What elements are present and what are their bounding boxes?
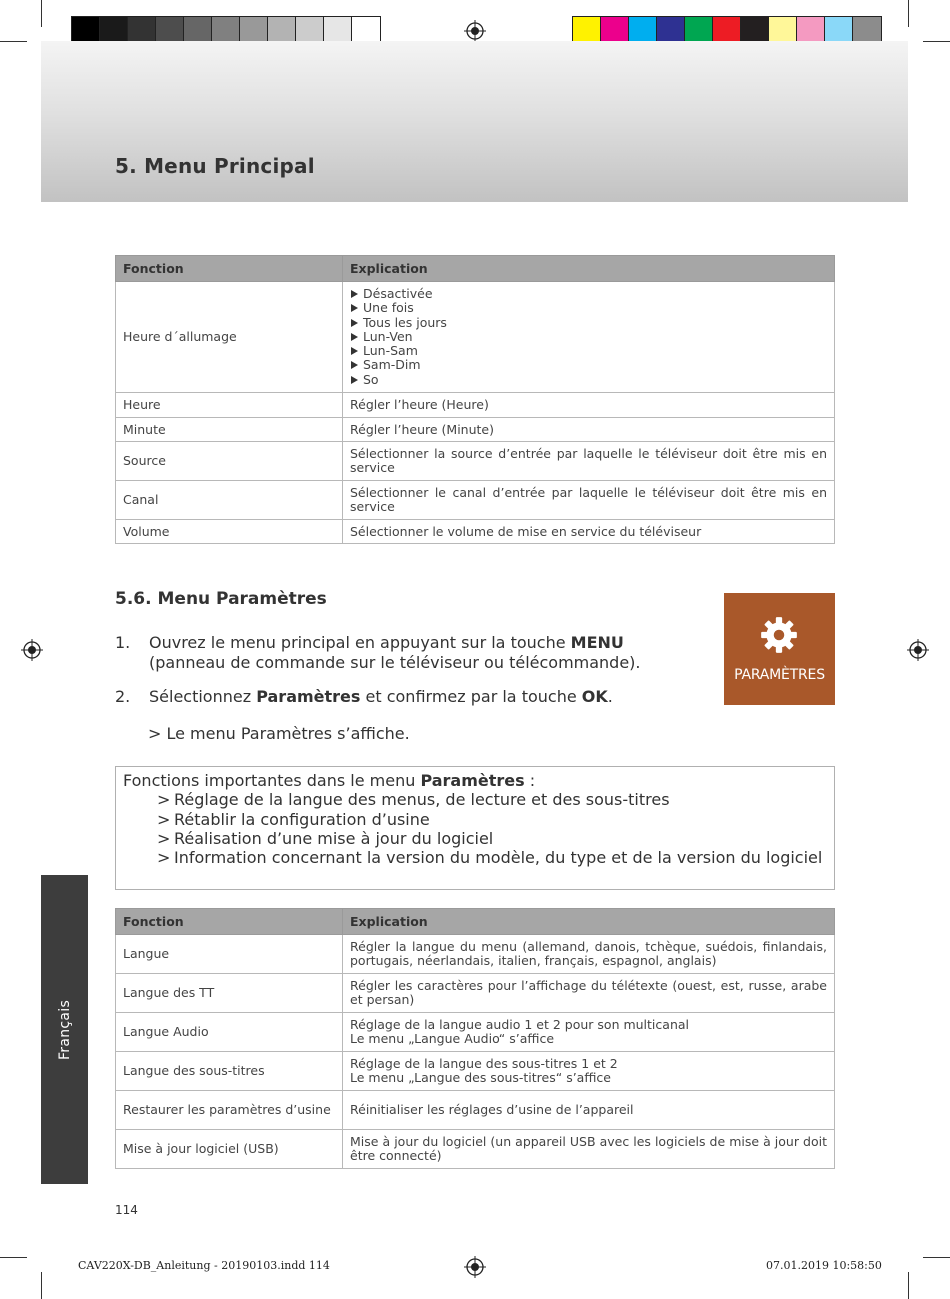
table-row (116, 418, 835, 442)
intro-text: Fonctions importantes dans le menu (123, 771, 421, 790)
column-header-explanation: Explication (343, 909, 835, 935)
row-label: Canal (116, 481, 343, 520)
row-label: Langue des TT (116, 974, 343, 1013)
registration-mark-icon (464, 1256, 486, 1278)
row-explanation: Régler l’heure (Minute) (343, 418, 835, 442)
column-header-function: Fonction (116, 256, 343, 282)
infobox-intro (123, 771, 827, 790)
list-item: Lun-Sam (350, 344, 827, 358)
menu-name: Paramètres (256, 687, 361, 706)
list-item: > Réglage de la langue des menus, de lecture et des sous-titres (157, 790, 827, 809)
list-item: > Information concernant la version du modèle, du type et de la version du logiciel (157, 848, 827, 867)
list-item: > Rétablir la configuration d’usine (157, 810, 827, 829)
row-label: Heure d´allumage (116, 282, 343, 393)
crop-mark (0, 1257, 27, 1258)
row-explanation: Réinitialiser les réglages d’usine de l’appareil (343, 1091, 835, 1130)
row-options (343, 282, 835, 393)
row-explanation: Sélectionner la source d’entrée par laquelle le téléviseur doit être mis en service (343, 442, 835, 481)
step-1 (115, 633, 675, 675)
gear-icon (758, 614, 800, 656)
column-header-function: Fonction (116, 909, 343, 935)
important-functions-box (115, 766, 835, 890)
row-explanation: Régler les caractères pour l’affichage du télétexte (ouest, est, russe, arabe et persan) (343, 974, 835, 1013)
list-item: Tous les jours (350, 316, 827, 330)
table-header-row (116, 909, 835, 935)
table-header-row (116, 256, 835, 282)
row-label: Minute (116, 418, 343, 442)
print-slug-filename: CAV220X-DB_Anleitung - 20190103.indd 114 (78, 1259, 330, 1272)
crop-mark (41, 1272, 42, 1299)
step-text (149, 687, 613, 707)
table-row (116, 974, 835, 1013)
table-row (116, 393, 835, 418)
row-explanation: Mise à jour du logiciel (un appareil USB avec les logiciels de mise à jour doit être connecté) (343, 1130, 835, 1169)
column-header-explanation: Explication (343, 256, 835, 282)
row-explanation (343, 1013, 835, 1052)
step-text-part: et confirmez par la touche (360, 687, 582, 706)
table-row (116, 1013, 835, 1052)
settings-function-table (115, 908, 835, 1169)
crop-mark (923, 41, 950, 42)
row-label: Langue (116, 935, 343, 974)
step-text-part: Sélectionnez (149, 687, 257, 706)
row-explanation (343, 1052, 835, 1091)
menu-name: Paramètres (420, 771, 525, 790)
step-number: 1. (115, 633, 131, 652)
list-item: Une fois (350, 301, 827, 315)
table-row (116, 442, 835, 481)
crop-mark (41, 0, 42, 27)
step-text (149, 633, 641, 673)
intro-text: : (524, 771, 536, 790)
function-list (157, 790, 827, 867)
explanation-line: Réglage de la langue des sous-titres 1 et 2 (350, 1056, 618, 1071)
row-label: Mise à jour logiciel (USB) (116, 1130, 343, 1169)
registration-mark-icon (907, 639, 929, 661)
step-text-part: . (607, 687, 613, 706)
parametres-menu-tile (724, 593, 835, 705)
list-item: Désactivée (350, 287, 827, 301)
step-text-part: Ouvrez le menu principal en appuyant sur la touche (149, 633, 571, 652)
registration-mark-icon (464, 20, 486, 42)
table-row (116, 520, 835, 544)
option-list (350, 287, 827, 386)
step-result: > Le menu Paramètres s’affiche. (148, 724, 410, 743)
step-text-part: (panneau de commande sur le téléviseur ou télécommande). (149, 653, 641, 672)
timer-function-table (115, 255, 835, 544)
row-explanation: Sélectionner le canal d’entrée par laquelle le téléviseur doit être mis en service (343, 481, 835, 520)
row-label: Heure (116, 393, 343, 418)
list-item: Lun-Ven (350, 330, 827, 344)
row-explanation: Régler l’heure (Heure) (343, 393, 835, 418)
row-label: Restaurer les paramètres d’usine (116, 1091, 343, 1130)
crop-mark (908, 1272, 909, 1299)
table-row (116, 1130, 835, 1169)
tile-label: PARAMÈTRES (734, 667, 825, 683)
table-row (116, 935, 835, 974)
table-row (116, 282, 835, 393)
table-row (116, 481, 835, 520)
crop-mark (923, 1257, 950, 1258)
explanation-line: Le menu „Langue Audio“ s’affice (350, 1031, 555, 1046)
crop-mark (908, 0, 909, 27)
key-label: MENU (570, 633, 624, 652)
row-label: Langue des sous-titres (116, 1052, 343, 1091)
step-2 (115, 687, 675, 709)
table-row (116, 1052, 835, 1091)
list-item: Sam-Dim (350, 358, 827, 372)
crop-mark (0, 41, 27, 42)
row-explanation: Régler la langue du menu (allemand, danois, tchèque, suédois, finlandais, portugais, néerlandais, italien, français, espagnol, anglais) (343, 935, 835, 974)
list-item: So (350, 373, 827, 387)
language-side-tab (41, 875, 88, 1184)
row-label: Langue Audio (116, 1013, 343, 1052)
section-title: 5.6. Menu Paramètres (115, 589, 327, 609)
page-number: 114 (115, 1203, 138, 1217)
row-label: Volume (116, 520, 343, 544)
side-tab-label: Français (56, 999, 73, 1060)
registration-mark-icon (21, 639, 43, 661)
step-number: 2. (115, 687, 131, 706)
explanation-line: Réglage de la langue audio 1 et 2 pour son multicanal (350, 1017, 689, 1032)
page-title: 5. Menu Principal (115, 154, 315, 178)
print-slug-timestamp: 07.01.2019 10:58:50 (766, 1259, 882, 1272)
key-label: OK (581, 687, 608, 706)
table-row (116, 1091, 835, 1130)
row-explanation: Sélectionner le volume de mise en service du téléviseur (343, 520, 835, 544)
explanation-line: Le menu „Langue des sous-titres“ s’affice (350, 1070, 611, 1085)
list-item: > Réalisation d’une mise à jour du logiciel (157, 829, 827, 848)
row-label: Source (116, 442, 343, 481)
